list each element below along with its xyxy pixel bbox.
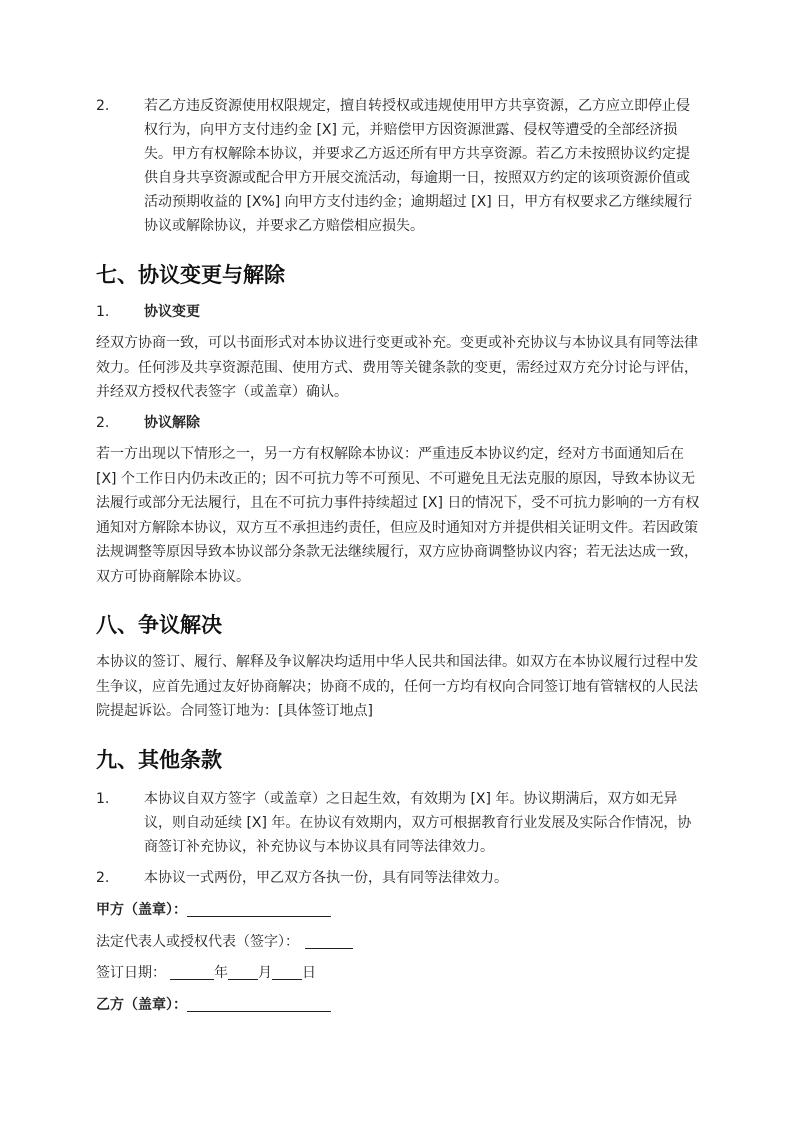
year-field[interactable] (170, 963, 214, 980)
year-label: 年 (214, 965, 228, 981)
day-label: 日 (302, 965, 316, 981)
section6-item-2 (96, 94, 700, 238)
date-label: 签订日期： (96, 965, 166, 981)
representative-signature-line (96, 930, 353, 954)
section7-heading: 七、协议变更与解除 (96, 263, 285, 287)
section7-sub1 (96, 300, 200, 324)
party-b-signature-line (96, 993, 331, 1017)
sub-number: 2. (96, 415, 110, 431)
party-a-label: 甲方（盖章）： (96, 902, 187, 918)
item-number: 1. (96, 791, 110, 807)
sub-title: 协议解除 (144, 415, 200, 431)
section9-item-1 (96, 787, 700, 859)
month-field[interactable] (228, 963, 258, 980)
item-text: 本协议一式两份，甲乙双方各执一份，具有同等法律效力。 (144, 870, 508, 886)
party-a-seal-field[interactable] (187, 900, 331, 917)
month-label: 月 (258, 965, 272, 981)
section8-para: 本协议的签订、履行、解释及争议解决均适用中华人民共和国法律。如双方在本协议履行过程中发生争议，应首先通过友好协商解决；协商不成的，任何一方均有权向合同签订地有管辖权的人民法院提起诉讼。合同签订地为：[具体签订地点] (96, 654, 698, 719)
representative-label: 法定代表人或授权代表（签字）： (96, 934, 299, 950)
signing-date-line (96, 961, 316, 985)
section7-sub2 (96, 411, 200, 435)
section9-heading: 九、其他条款 (96, 748, 222, 772)
item-text: 本协议自双方签字（或盖章）之日起生效，有效期为 [X] 年。协议期满后，双方如无异议，则自动延续 [X] 年。在协议有效期内，双方可根据教育行业发展及实际合作情况，协商签订补充协议，补充协议与本协议具有同等法律效力。 (144, 791, 692, 855)
section8-heading: 八、争议解决 (96, 613, 222, 637)
party-b-label: 乙方（盖章）： (96, 997, 187, 1013)
representative-signature-field[interactable] (305, 932, 353, 949)
section7-para2: 若一方出现以下情形之一，另一方有权解除本协议：严重违反本协议约定，经对方书面通知后在 [X] 个工作日内仍未改正的；因不可抗力等不可预见、不可避免且无法克服的原因，导致本协议无法履行或部分无法履行，且在不可抗力事件持续超过 [X] 日的情况下，受不可抗力影响的一方有权通知对方解除本协议，双方互不承担违约责任，但应及时通知对方并提供相关证明文件。若因政策法规调整等原因导致本协议部分条款无法继续履行，双方应协商调整协议内容；若无法达成一致，双方可协商解除本协议。 (96, 446, 700, 585)
party-a-signature-line (96, 898, 331, 922)
item-number: 2. (96, 870, 110, 886)
sub-title: 协议变更 (144, 304, 200, 320)
item-number: 2. (96, 98, 110, 114)
section7-para1: 经双方协商一致，可以书面形式对本协议进行变更或补充。变更或补充协议与本协议具有同等法律效力。任何涉及共享资源范围、使用方式、费用等关键条款的变更，需经过双方充分讨论与评估，并经双方授权代表签字（或盖章）确认。 (96, 335, 698, 400)
day-field[interactable] (272, 963, 302, 980)
sub-number: 1. (96, 304, 110, 320)
item-text: 若乙方违反资源使用权限规定，擅自转授权或违规使用甲方共享资源，乙方应立即停止侵权行为，向甲方支付违约金 [X] 元，并赔偿甲方因资源泄露、侵权等遭受的全部经济损失。甲方有权解除本协议，并要求乙方返还所有甲方共享资源。若乙方未按照协议约定提供自身共享资源或配合甲方开展交流活动，每逾期一日，按照双方约定的该项资源价值或活动预期收益的 [X%] 向甲方支付违约金；逾期超过 [X] 日，甲方有权要求乙方继续履行协议或解除协议，并要求乙方赔偿相应损失。 (144, 98, 693, 234)
party-b-seal-field[interactable] (187, 995, 331, 1012)
section9-item-2 (96, 866, 700, 890)
